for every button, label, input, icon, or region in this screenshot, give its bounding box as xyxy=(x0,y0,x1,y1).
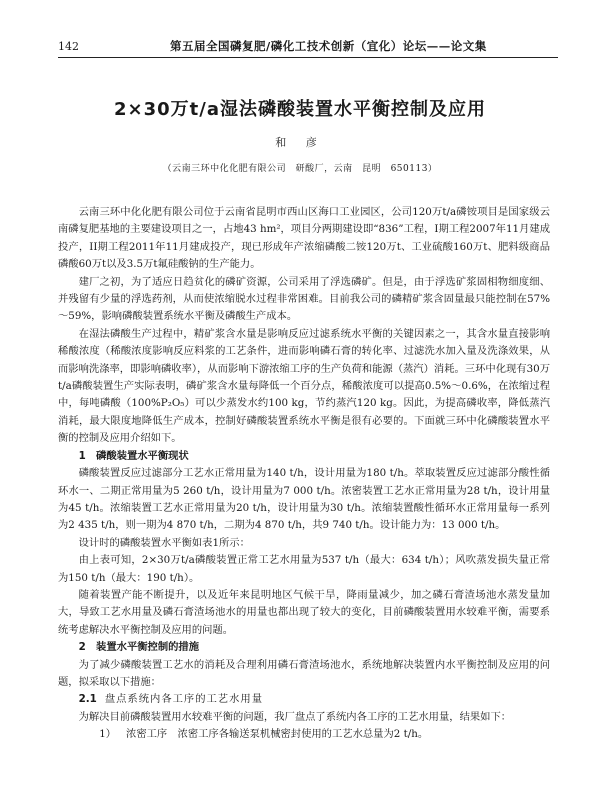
paragraph-intro-water-content: 在湿法磷酸生产过程中，精矿浆含水量是影响反应过滤系统水平衡的关键因素之一，其含水量直接影响稀酸浓度（稀酸浓度影响反应料浆的工艺条件，进而影响磷石膏的转化率、过滤洗水加入量及洗涤效果，从而影响洗涤率，即影响磷收率），从而影响下游浓缩工序的生产负荷和能源（蒸汽）消耗。三环中化现有30万t/a磷酸装置生产实际表明，磷矿浆含水量每降低一个百分点，稀酸浓度可以提高0.5%～0.6%，在浓缩过程中，每吨磷酸（100%P₂O₅）可以少蒸发水约100 kg，节约蒸汽120 kg。因此，为提高磷收率，降低蒸汽消耗，最大限度地降低生产成本，控制好磷酸装置系统水平衡是很有必要的。下面就三环中化磷酸装置水平衡的控制及应用介绍如下。 xyxy=(58,327,550,445)
paragraph-table-reference: 设计时的磷酸装置水平衡如表1所示： xyxy=(78,536,250,549)
author: 和 彦 xyxy=(275,136,325,149)
section-heading-2: 2 装置水平衡控制的措施 xyxy=(78,641,200,654)
list-item-number: 1） xyxy=(99,728,117,741)
list-item xyxy=(58,726,550,743)
journal-title: 第五届全国磷复肥/磷化工技术创新（宜化）论坛——论文集 xyxy=(170,39,487,53)
body-text xyxy=(58,204,550,744)
page-number: 142 xyxy=(58,40,79,53)
paragraph-table-summary: 由上表可知，2×30万t/a磷酸装置正常工艺水用量为537 t/h（最大：634 t/h）；风吹蒸发损失量正常为150 t/h（最大：190 t/h）。 xyxy=(58,554,550,584)
paragraph-capacity-change: 随着装置产能不断提升，以及近年来昆明地区气候干旱，降雨量减少，加之磷石膏渣场池水蒸发量加大，导致工艺水用量及磷石膏渣场池水的用量也都出现了较大的变化，目前磷酸装置用水较难平衡，需要系统考虑解决水平衡控制及应用的问题。 xyxy=(58,588,550,636)
paragraph-intro-company: 云南三环中化化肥有限公司位于云南省昆明市西山区海口工业园区，公司120万t/a磷铵项目是国家级云南磷复肥基地的主要建设项目之一，占地43 hm²，项目分两期建设即“836”工程，I期工程2007年11月建成投产，II期工程2011年11月建成投产，现已形成年产浓缩磷酸二铵120万t、工业硫酸160万t、肥料级商品磷酸60万t以及3.5万t氟硅酸钠的生产能力。 xyxy=(58,206,550,271)
subsection-heading-2-1 xyxy=(58,691,550,708)
list-item-text: 浓密工序 浓密工序各输送泵机械密封使用的工艺水总量为2 t/h。 xyxy=(126,728,429,741)
subsection-title: 盘点系统内各工序的工艺水用量 xyxy=(104,693,263,706)
paragraph-water-usage: 磷酸装置反应过滤部分工艺水正常用量为140 t/h，设计用量为180 t/h。萃取装置反应过滤部分酸性循环水一、二期正常用量为5 260 t/h，设计用量为7 000 t/h。浓密装置工艺水正常用量为28 t/h，设计用量为45 t/h。浓缩装置工艺水正常用量为20 t/h，设计用量为30 t/h。浓缩装置酸性循环水正常用量每一系列为2 435 t/h，则一期为4 870 t/h，二期为4 870 t/h，共9 740 t/h。设计能力为：13 000 t/h。 xyxy=(58,467,550,532)
affiliation: （云南三环中化化肥有限公司 研酸厂，云南 昆明 650113） xyxy=(162,164,438,174)
section-heading-1: 1 磷酸装置水平衡现状 xyxy=(78,449,189,462)
paragraph-intro-flotation: 建厂之初，为了适应日趋贫化的磷矿资源，公司采用了浮选磷矿。但是，由于浮选矿浆固相物细度细、并残留有少量的浮选药剂，从而使浓缩脱水过程非常困难。目前我公司的磷精矿浆含固量最只能控制在57%～59%，影响磷酸装置系统水平衡及磷酸生产成本。 xyxy=(58,275,550,323)
header-rule xyxy=(58,57,558,58)
paragraph-measures: 为了减少磷酸装置工艺水的消耗及合理利用磷石膏渣场池水，系统地解决装置内水平衡控制及应用的问题，拟采取以下措施： xyxy=(58,658,550,688)
paragraph-inventory: 为解决目前磷酸装置用水较难平衡的问题，我厂盘点了系统内各工序的工艺水用量，结果如下： xyxy=(78,710,512,723)
running-head xyxy=(58,38,558,60)
article-title: 2×30万t/a湿法磷酸装置水平衡控制及应用 xyxy=(114,99,486,120)
subsection-number: 2.1 xyxy=(78,693,97,706)
